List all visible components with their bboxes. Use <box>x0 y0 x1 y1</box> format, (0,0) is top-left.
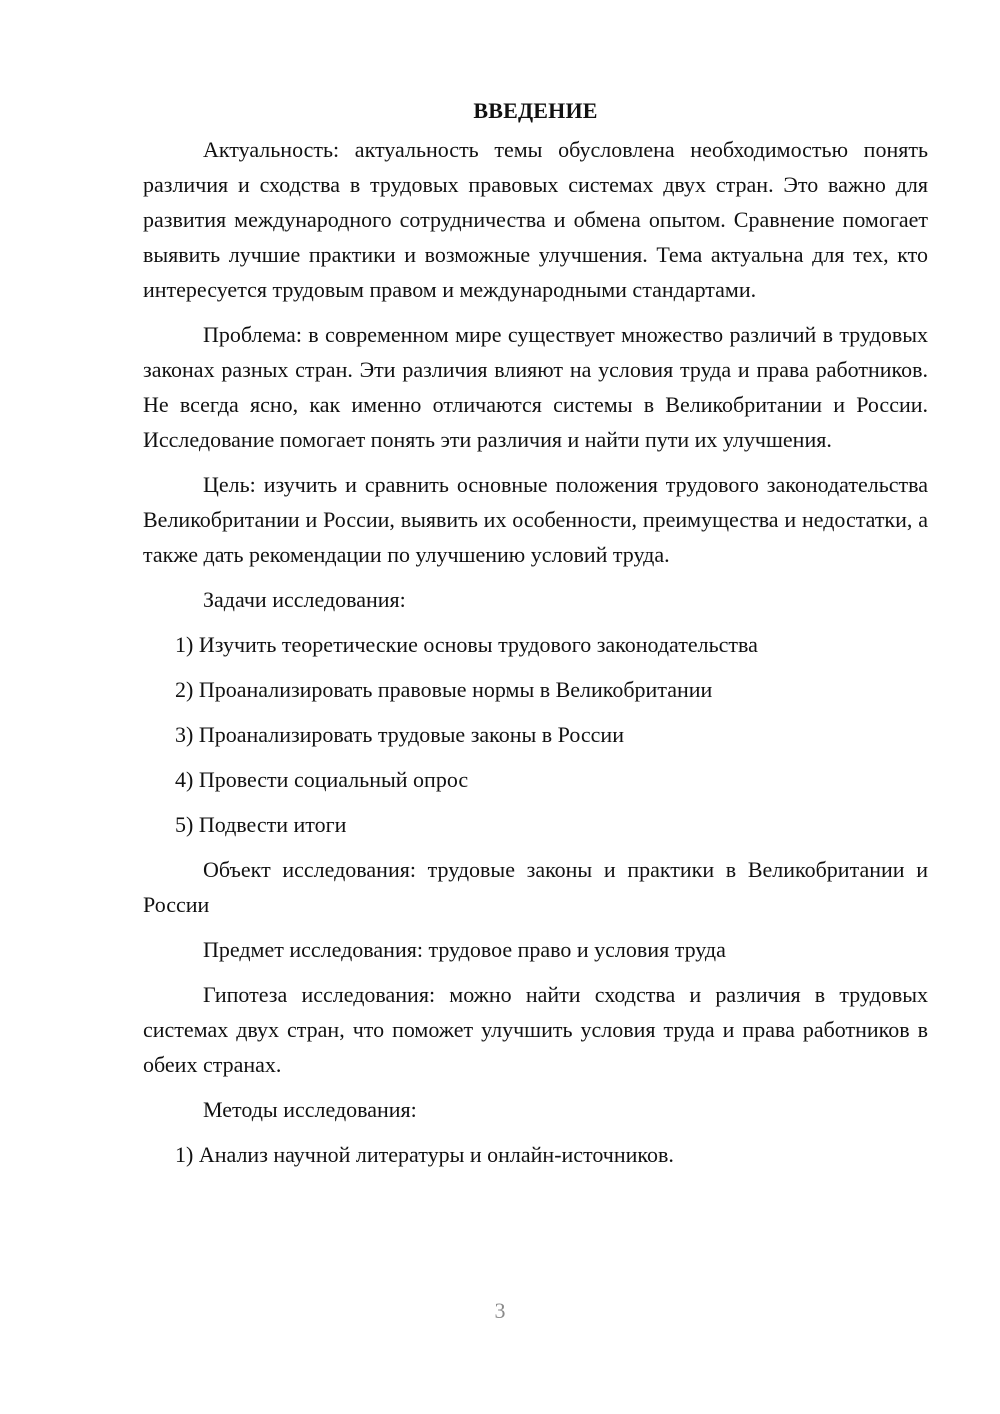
relevance-paragraph: Актуальность: актуальность темы обусловлена необходимостью понять различия и сходства в трудовых правовых системах двух стран. Это важно для развития международного сотрудничества и обмена опытом. Сравнение помогает выявить лучшие практики и возможные улучшения. Тема актуальна для тех, кто интересуется трудовым правом и международными стандартами. <box>143 137 928 302</box>
document-page <box>143 94 928 1182</box>
methods-heading: Методы исследования: <box>203 1097 417 1122</box>
task-item: 1) Изучить теоретические основы трудового законодательства <box>175 632 758 657</box>
object-paragraph: Объект исследования: трудовые законы и практики в Великобритании и России <box>143 857 928 917</box>
method-item: 1) Анализ научной литературы и онлайн-источников. <box>175 1142 674 1167</box>
task-item: 5) Подвести итоги <box>175 812 347 837</box>
problem-paragraph: Проблема: в современном мире существует множество различий в трудовых законах разных стран. Эти различия влияют на условия труда и права работников. Не всегда ясно, как именно отличаются системы в Великобритании и России. Исследование помогает понять эти различия и найти пути их улучшения. <box>143 322 928 452</box>
task-item: 4) Провести социальный опрос <box>175 767 469 792</box>
section-title: ВВЕДЕНИЕ <box>473 98 598 123</box>
page-number: 3 <box>494 1298 506 1323</box>
task-item: 2) Проанализировать правовые нормы в Великобритании <box>175 677 713 702</box>
hypothesis-paragraph: Гипотеза исследования: можно найти сходства и различия в трудовых системах двух стран, что поможет улучшить условия труда и права работников в обеих странах. <box>143 982 928 1077</box>
tasks-heading: Задачи исследования: <box>203 587 406 612</box>
task-item: 3) Проанализировать трудовые законы в России <box>175 722 624 747</box>
subject-paragraph: Предмет исследования: трудовое право и условия труда <box>203 937 726 962</box>
goal-paragraph: Цель: изучить и сравнить основные положения трудового законодательства Великобритании и России, выявить их особенности, преимущества и недостатки, а также дать рекомендации по улучшению условий труда. <box>143 472 928 567</box>
